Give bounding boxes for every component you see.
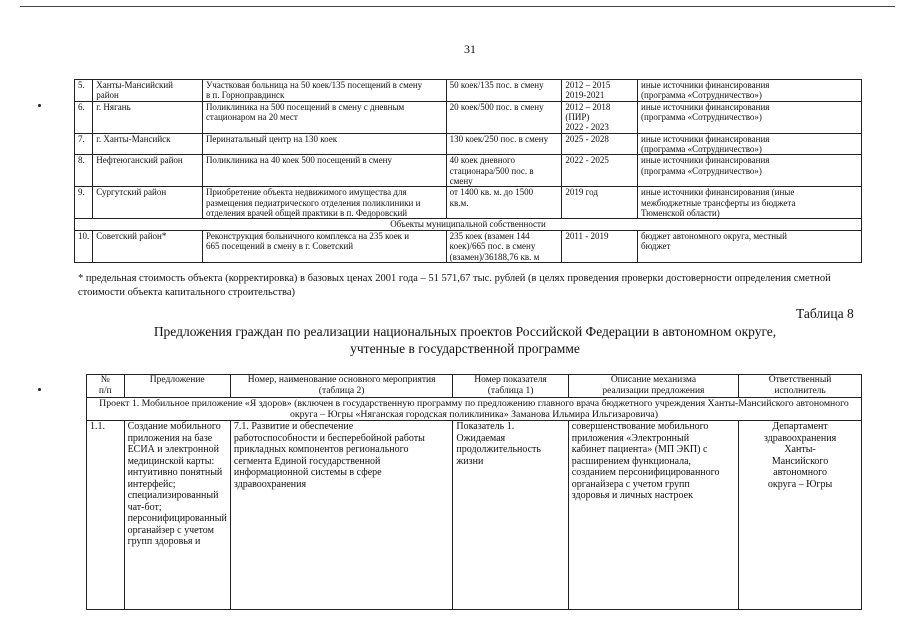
row-mechanism: совершенствование мобильного приложения «Электронный кабинет пациента» (МП ЭКП) с расширением функционала, созданием персонифицированного органайзера с учетом групп здоровья и личных настроек bbox=[568, 421, 738, 610]
table-row bbox=[75, 155, 862, 187]
header-event: Номер, наименование основного мероприятия (таблица 2) bbox=[230, 375, 453, 398]
project-row bbox=[87, 397, 862, 421]
header-responsible: Ответственный исполнитель bbox=[739, 375, 862, 398]
table-label: Таблица 8 bbox=[796, 306, 854, 321]
cell-object: Поликлиника на 500 посещений в смену с дневным стационаром на 20 мест bbox=[202, 101, 446, 133]
table-row bbox=[87, 421, 862, 610]
footnote: * предельная стоимость объекта (корректировка) в базовых ценах 2001 года – 51 571,67 тыс. рублей (в целях проведения проверки достоверности определения сметной стоимости объекта капитального строительства) bbox=[78, 273, 831, 298]
header-proposal: Предложение bbox=[124, 375, 230, 398]
cell-object: Поликлиника на 40 коек 500 посещений в смену bbox=[202, 155, 446, 187]
cell-period: 2012 – 2018 (ПИР) 2022 - 2023 bbox=[562, 101, 638, 133]
table-7-continuation bbox=[74, 79, 862, 263]
title-line-1: Предложения граждан по реализации национальных проектов Российской Федерации в автономном округе, bbox=[153, 324, 777, 339]
table-row bbox=[75, 230, 862, 262]
cell-source: иные источники финансирования (программа «Сотрудничество») bbox=[638, 155, 862, 187]
cell-district: г. Нягань bbox=[93, 101, 203, 133]
scan-dot bbox=[38, 104, 41, 107]
table-header-row bbox=[87, 375, 862, 398]
top-border-line bbox=[20, 6, 895, 7]
cell-object: Участковая больница на 50 коек/135 посещений в смену в п. Горноправдинск bbox=[202, 80, 446, 102]
cell-capacity: 235 коек (взамен 144 коек)/665 пос. в смену (взамен)/36188,76 кв. м bbox=[446, 230, 562, 262]
cell-period: 2012 – 2015 2019-2021 bbox=[562, 80, 638, 102]
cell-source: иные источники финансирования (программа «Сотрудничество») bbox=[638, 80, 862, 102]
table-8 bbox=[86, 374, 862, 610]
cell-capacity: 130 коек/250 пос. в смену bbox=[446, 133, 562, 155]
page-number: 31 bbox=[464, 42, 476, 56]
section-row bbox=[75, 219, 862, 230]
cell-district: Сургутский район bbox=[93, 187, 203, 219]
cell-period: 2019 год bbox=[562, 187, 638, 219]
cell-district: Советский район* bbox=[93, 230, 203, 262]
project-title: Проект 1. Мобильное приложение «Я здоров» (включен в государственную программу по предложению главного врача бюджетного учреждения Ханты-Мансийского автономного округа – Югры «Няганская городская поликлиника» Заманова Ильмира Ильгизаровича) bbox=[87, 397, 862, 421]
table-title bbox=[120, 324, 810, 358]
table-row bbox=[75, 133, 862, 155]
cell-num: 8. bbox=[75, 155, 93, 187]
cell-num: 10. bbox=[75, 230, 93, 262]
scan-dot bbox=[38, 388, 41, 391]
cell-source: иные источники финансирования (программа «Сотрудничество») bbox=[638, 101, 862, 133]
row-proposal: Создание мобильного приложения на базе ЕСИА и электронной медицинской карты: интуитивно понятный интерфейс; специализированный чат-бот; персонифицированный органайзер с учетом групп здоровья и bbox=[124, 421, 230, 610]
cell-capacity: от 1400 кв. м. до 1500 кв.м. bbox=[446, 187, 562, 219]
cell-period: 2011 - 2019 bbox=[562, 230, 638, 262]
cell-num: 9. bbox=[75, 187, 93, 219]
cell-capacity: 20 коек/500 пос. в смену bbox=[446, 101, 562, 133]
row-responsible: Департамент здравоохранения Ханты- Мансийского автономного округа – Югры bbox=[739, 421, 862, 610]
header-num: № п/п bbox=[87, 375, 125, 398]
cell-num: 7. bbox=[75, 133, 93, 155]
table-row bbox=[75, 101, 862, 133]
cell-num: 6. bbox=[75, 101, 93, 133]
cell-capacity: 40 коек дневного стационара/500 пос. в смену bbox=[446, 155, 562, 187]
row-num: 1.1. bbox=[87, 421, 125, 610]
cell-source: иные источники финансирования (программа «Сотрудничество») bbox=[638, 133, 862, 155]
cell-source: иные источники финансирования (иные межбюджетные трансферты из бюджета Тюменской области) bbox=[638, 187, 862, 219]
cell-num: 5. bbox=[75, 80, 93, 102]
row-indicator: Показатель 1. Ожидаемая продолжительность жизни bbox=[453, 421, 568, 610]
cell-capacity: 50 коек/135 пос. в смену bbox=[446, 80, 562, 102]
cell-district: г. Ханты-Мансийск bbox=[93, 133, 203, 155]
cell-object: Приобретение объекта недвижимого имущества для размещения педиатрического отделения поликлиники и отделения врачей общей практики в п. Федоровский bbox=[202, 187, 446, 219]
cell-district: Нефтеюганский район bbox=[93, 155, 203, 187]
title-line-2: учтенные в государственной программе bbox=[350, 340, 580, 356]
header-mechanism: Описание механизма реализации предложения bbox=[568, 375, 738, 398]
cell-source: бюджет автономного округа, местный бюджет bbox=[638, 230, 862, 262]
cell-object: Перинатальный центр на 130 коек bbox=[202, 133, 446, 155]
table-row bbox=[75, 80, 862, 102]
cell-period: 2022 - 2025 bbox=[562, 155, 638, 187]
cell-object: Реконструкция больничного комплекса на 235 коек и 665 посещений в смену в г. Советский bbox=[202, 230, 446, 262]
cell-period: 2025 - 2028 bbox=[562, 133, 638, 155]
table-row bbox=[75, 187, 862, 219]
header-indicator: Номер показателя (таблица 1) bbox=[453, 375, 568, 398]
cell-district: Ханты-Мансийский район bbox=[93, 80, 203, 102]
row-event: 7.1. Развитие и обеспечение работоспособности и бесперебойной работы прикладных компонентов регионального сегмента Единой государственной информационной системы в сфере здравоохранения bbox=[230, 421, 453, 610]
section-label: Объекты муниципальной собственности bbox=[75, 219, 862, 230]
